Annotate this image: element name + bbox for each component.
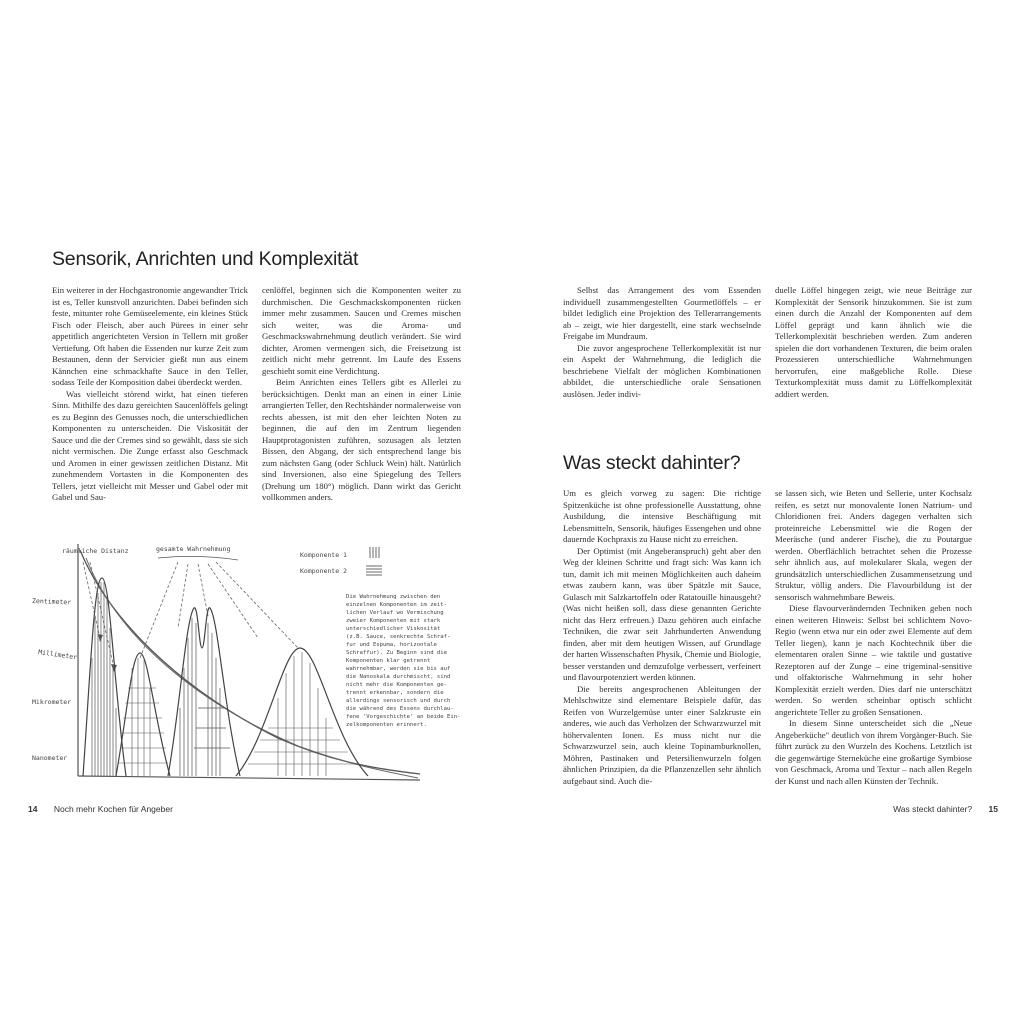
label-total-perception: gesamte Wahrnehmung (156, 545, 231, 553)
paragraph: duelle Löffel hingegen zeigt, wie neue Beiträge zur Komplexität der Sensorik hinzukommen. Sie ist zum einen durch die Anzahl der Komponenten auf dem Löffel geprägt und kann ähnlich wie die Tellerkomplexität beschrieben werden. Zum anderen spielen die dort vorhandenen Texturen, die beim oralen Prozessieren unterschiedliche Wahrnehmungen hervorrufen, eine maßgebliche Rolle. Diese Texturkomplexität muss damit zu Löffelkomplexität addiert werden. (775, 285, 972, 399)
running-title: Noch mehr Kochen für Angeber (53, 804, 173, 814)
right-bottom-column-1 (563, 488, 761, 787)
legend-horizontal-hatch (366, 566, 382, 575)
paragraph: Die zuvor angesprochene Tellerkomplexität ist nur ein Aspekt der Wahrnehmung, die lediglich die beschriebene Vielfalt der möglichen Kombinationen abbildet, die unterschiedliche orale Sensationen auslösen. Jeder indivi- (563, 342, 761, 399)
double-peak-hatch (180, 618, 230, 776)
y-label-mikrometer: Mikrometer (32, 698, 72, 706)
paragraph: Selbst das Arrangement des vom Essenden individuell zusammengestellten Gourmetlöffels – er bildet lediglich eine Projektion des Tellerarrangements ab – zeigt, wie hier dargestellt, eine stark wechselnde Freigabe im Mundraum. (563, 285, 761, 341)
paragraph: Was vielleicht störend wirkt, hat einen tieferen Sinn. Mithilfe des dazu gereichten Saucenlöffels gelingt es zu Beginn des Genusses noch, die unterschiedlichen Komponenten zu unterscheiden. Die Viskosität der Sauce und die der Cremes sind so gewählt, dass sie sich nicht vermischen. Die Zunge erfasst also Geschmack und Aromen in einer gewissen zeitlichen Distanz. Mit zunehmendem Vortasten in die Komponenten des Tellers, jetzt vielleicht mit Messer und Gabel oder mit Gabel und Sau- (52, 388, 248, 502)
paragraph: se lassen sich, wie Beten und Sellerie, unter Kochsalz reifen, es setzt nur monovalente Ionen Natrium- und Chloridionen frei. Anders dagegen verhalten sich proteinreiche Lebensmittel wie die Rogen der Meeräsche (und anderer Fische), die zu Poutargue werden. Oberflächlich betrachtet sehen die Prozesse sehr ähnlich aus, auf molekularer Skala, wegen der grundsätzlich unterschiedlichen Zusammensetzung und Struktur, völlig anders. Die Flavourbildung ist der sensorisch wahrnehmbare Beweis. (775, 488, 972, 602)
legend-vertical-hatch (370, 547, 379, 558)
right-bottom-column-2 (775, 488, 972, 787)
paragraph: Diese flavourverändernden Techniken geben noch einen weiteren Hinweis: Selbst bei schlichtem Novo-Regio (wenn etwa nur ein oder zwei Elemente auf dem Teller liegen), kann je nach Kochtechnik über die elementaren oralen Sinne – wie taktile und gustative Rezeptoren auf der Zunge – eine trigeminal-sensitive und olfaktorische Wahrnehmung in sehr hoher Komplexität erzielt werden. Dies darf nie unterschätzt werden. So werden scheinbar optisch schlicht angerichtete Teller zu großen Sensationen. (775, 603, 972, 717)
y-label-nanometer: Nanometer (32, 754, 68, 762)
peak-1-hatch (92, 582, 116, 776)
right-footer (893, 804, 998, 814)
perception-sketch (28, 538, 461, 800)
running-title: Was steckt dahinter? (893, 804, 973, 814)
paragraph: Der Optimist (mit Angeberanspruch) geht aber den Weg der kleinen Schritte und fragt sich: Was kann ich tun, damit ich mit meinen Möglichkeiten auch daheim etwas zaubern kann, was über Spätzle mit Sauce, Gulasch mit Salzkartoffeln oder Ratatouille hinausgeht? (Was nicht heißen soll, dass diese genannten Gerichte nicht das Herz erfreuen.) Dazu gehören auch einfache Techniken, die zwar seit Jahrhunderten Anwendung finden, aber mit dem heutigen Wissen, auf Grundlage der harten Wissenschaften Physik, Chemie und Biologie, besser verstanden und demzufolge verbessert, verfeinert und flavourpotenziert werden können. (563, 545, 761, 682)
section-heading-sensorik: Sensorik, Anrichten und Komplexität (52, 248, 359, 270)
wide-peak-hatch (248, 652, 358, 776)
page-number: 14 (28, 804, 38, 814)
y-label-zentimeter: Zentimeter (31, 597, 72, 607)
paragraph: In diesem Sinne unterscheidet sich die „Neue Angeberküche" deutlich von ihrem Vorgänger-Buch. Sie führt zurück zu den Wurzeln des Kochens. Letztlich ist die gegenwärtige Sterneküche eine großartige Symbiose von Geschmack, Aroma und Textur – nach allen Regeln der Kunst und nach allen Künsten der Technik. (775, 718, 972, 786)
paragraph: cenlöffel, beginnen sich die Komponenten weiter zu durchmischen. Die Geschmackskomponenten rücken immer mehr zusammen. Saucen und Cremes mischen sich weiter, was die Aroma- und Geschmackswahrnehmung deutlich verändert. Sie wird dichter, Aromen vermengen sich, die Freisetzung ist zeitlich nicht mehr getrennt. Im Laufe des Essens geschieht somit eine Verdichtung. (262, 285, 461, 376)
label-spatial-distance: räumliche Distanz (62, 547, 129, 555)
sketch-note: Die Wahrnehmung zwischen den einzelnen Komponenten im zeit- lichen Verlauf wo Vermischung zweier Komponenten mit stark unterschiedlicher Viskosität (z.B. Sauce, senkrechte Schraf- fur und Espuma, horizontale Schraffur). Zu Beginn sind die Komponenten klar getrennt wahrnehmbar, werden sie bis auf die Nanoskala durchmischt, sind nicht mehr die Komponenten ge- trennt erkennbar, sondern die allerdings sensorisch und durch die während des Essens durchlau- fene 'Vorgeschichte' an beide Ein- zelkomponenten erinnert. (346, 594, 461, 728)
paragraph: Die bereits angesprochenen Ableitungen der Mehlschwitze sind elementare Beispiele dafür, das Reifen von Wurzelgemüse unter einer Salzkruste ein anderes, wie auch das Verholzen der Schwarzwurzel mit höhervalenten Ionen. Es muss nicht nur die Schwarzwurzel sein, auch kleine Topinamburknollen, Möhren, Pastinaken und Petersilienwurzeln folgen ähnlichen Prinzipien, da die Pflanzenzellen sehr ähnlich aufgebaut sind. Auch die- (563, 683, 761, 786)
perception-arrows (140, 562, 298, 658)
y-label-millimeter: Millimeter (37, 648, 78, 662)
paragraph: Ein weiterer in der Hochgastronomie angewandter Trick ist es, Teller kunstvoll anzurichten. Dabei befinden sich feste, mitunter rohe Gemüseelemente, ein kleines Stück Fisch oder Fleisch, aber auch Pürees in einer sehr appetitlich angerichteten Version in Tellern mit großer Vertiefung. Oft haben die Essenden nur kurze Zeit zum Bestaunen, denn der Servicier gießt nun aus einem Kännchen eine schmackhafte Sauce in den Teller, sodass Teile der Komposition dabei überdeckt werden. (52, 285, 248, 387)
right-top-column-1 (563, 285, 761, 400)
left-column-2 (262, 285, 461, 504)
left-footer (28, 804, 173, 814)
page-number: 15 (988, 804, 998, 814)
left-column-1 (52, 285, 248, 504)
legend-component-2: Komponente 2 (300, 567, 347, 575)
section-heading-was-steckt-dahinter: Was steckt dahinter? (563, 452, 741, 474)
legend-component-1: Komponente 1 (300, 551, 347, 559)
right-top-column-2 (775, 285, 972, 400)
peak-2-hatch (119, 658, 168, 776)
paragraph: Beim Anrichten eines Tellers gibt es Allerlei zu berücksichtigen. Denkt man an einen in einer Linie arrangierten Teller, den Rechtshänder normalerweise von rechts abessen, ist mit den eher leichten Noten zu beginnen, die auf den im Zentrum liegenden Hauptprotagonisten zuführen, sozusagen als letzten Bissen, den Abgang, der sich entsprechend lange bis zum nächsten Gang (oder Schluck Wein) hält. Natürlich sind Inversionen, also eine Spiegelung des Tellers (Drehung um 180°) möglich. Dann wirkt das Gericht vollkommen anders. (262, 377, 461, 502)
paragraph: Um es gleich vorweg zu sagen: Die richtige Spitzenküche ist ohne professionelle Ausstattung, ohne Ausbildung, die intensive Beschäftigung mit Lebensmitteln, Sensorik, häufiges Essengehen und ohne dauernde Kochpraxis zu Hause nicht zu erreichen. (563, 488, 761, 544)
